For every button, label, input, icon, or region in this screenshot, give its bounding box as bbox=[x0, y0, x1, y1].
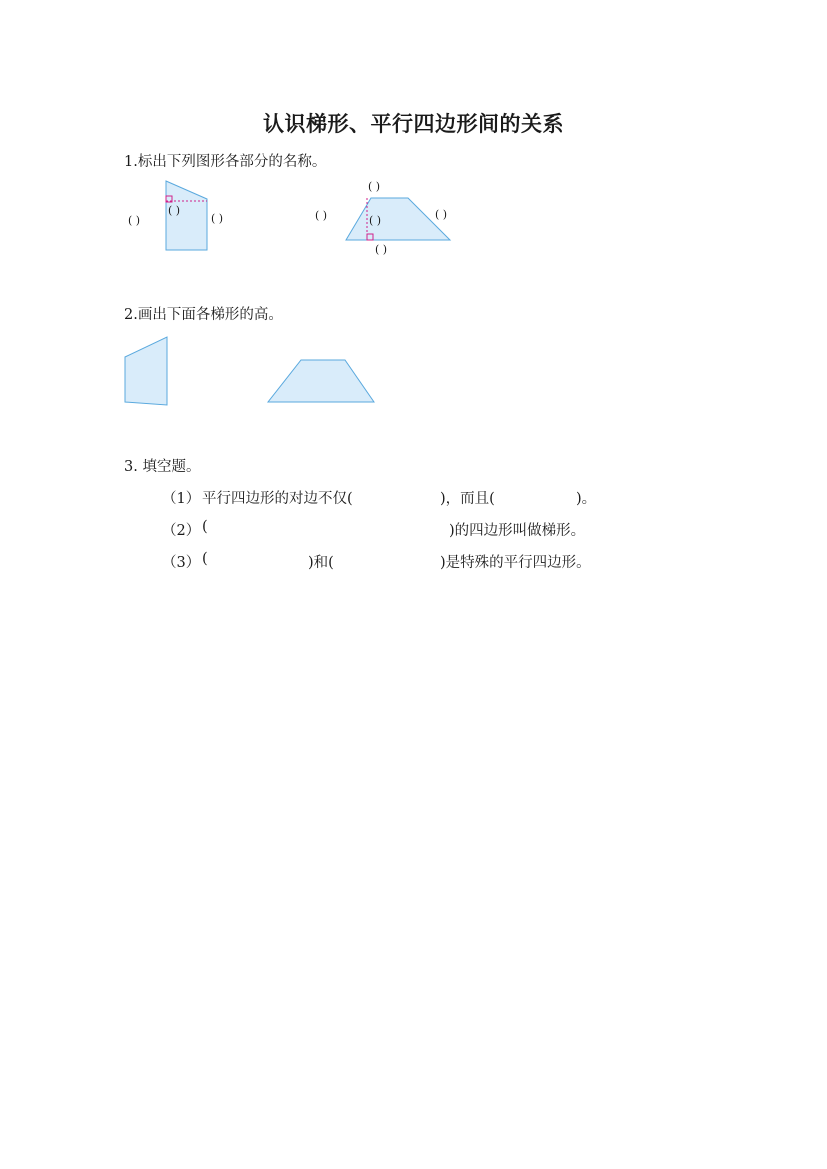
q3-item-1-text-a: 平行四边形的对边不仅( bbox=[202, 491, 353, 507]
q1-blank-a-right[interactable]: ( ) bbox=[211, 212, 224, 225]
q2-heading: 2.画出下面各梯形的高。 bbox=[124, 307, 283, 323]
q1-blank-b-top[interactable]: ( ) bbox=[368, 180, 381, 193]
q3-item-3-text-c: )是特殊的平行四边形。 bbox=[440, 555, 591, 571]
q1-blank-b-right[interactable]: ( ) bbox=[435, 208, 448, 221]
q3-item-3-num: （3） bbox=[162, 555, 201, 571]
worksheet-title: 认识梯形、平行四边形间的关系 bbox=[263, 112, 564, 136]
q2-trapezoid-2 bbox=[268, 360, 374, 402]
q1-blank-a-height[interactable]: ( ) bbox=[168, 204, 181, 217]
q3-item-1-text-b: )，而且( bbox=[440, 491, 495, 507]
q1-heading: 1.标出下列图形各部分的名称。 bbox=[124, 154, 327, 170]
q3-heading: 3. 填空题。 bbox=[124, 459, 201, 475]
q1-blank-a-left[interactable]: ( ) bbox=[128, 214, 141, 227]
q3-item-2-num: （2） bbox=[162, 523, 201, 539]
q3-item-1-num: （1） bbox=[162, 491, 201, 507]
q3-item-3-text-a: ( bbox=[202, 551, 208, 567]
q1-blank-b-left[interactable]: ( ) bbox=[315, 209, 328, 222]
q3-item-2-text-a: ( bbox=[202, 519, 208, 535]
q3-item-3-text-b: )和( bbox=[308, 555, 334, 571]
q1-blank-b-bottom[interactable]: ( ) bbox=[375, 243, 388, 256]
q2-trapezoid-1 bbox=[125, 337, 167, 405]
q3-item-1-text-c: )。 bbox=[576, 491, 597, 507]
q1-blank-b-height[interactable]: ( ) bbox=[369, 214, 382, 227]
q3-item-2-text-b: )的四边形叫做梯形。 bbox=[449, 523, 586, 539]
